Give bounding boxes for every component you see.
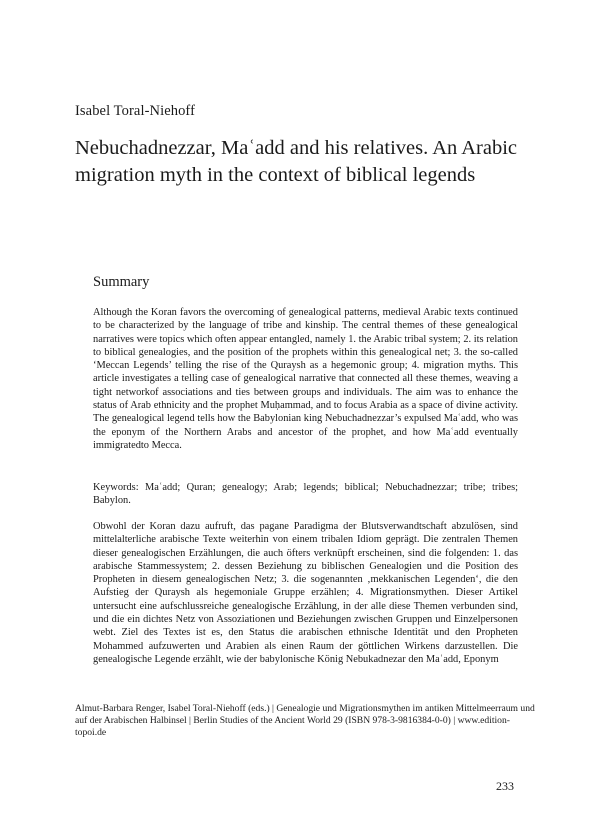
- article-title: Nebuchadnezzar, Maʿadd and his relatives. An Arabic migration myth in the context of biblical legends: [75, 137, 518, 186]
- publication-footnote: Almut-Barbara Renger, Isabel Toral-Niehoff (eds.) | Genealogie und Migrationsmythen im antiken Mittelmeerraum und auf der Arabischen Halbinsel | Berlin Studies of the Ancient World 29 (ISBN 978-3-9816384-0-0) | www.edition-topoi.de: [75, 703, 535, 738]
- abstract-english: Although the Koran favors the overcoming of genealogical patterns, medieval Arabic texts continued to be characterized by the language of tribe and kinship. The central themes of these genealogical narratives were topics which often appear entangled, namely 1. the Arabic tribal system; 2. its relation to biblical genealogies, and the position of the prophets within this genealogical net; 3. the so-called ‘Meccan Legends’ telling the rise of the Quraysh as a hegemonic group; 4. migration myths. This article investigates a telling case of genealogical narrative that connected all these themes, weaving a tight networkof associations and ties between groups and individuals. The aim was to enhance the status of Arab ethnicity and the prophet Muḥammad, and to focus Arabia as a space of divine activity. The genealogical legend tells how the Babylonian king Nebuchadnezzar’s expulsed Maʿadd, who was the eponym of the Northern Arabs and ancestor of the prophet, and how Maʿadd eventually immigratedto Mecca.: [93, 307, 518, 451]
- author-name: Isabel Toral-Niehoff: [75, 103, 196, 119]
- abstract-german: Obwohl der Koran dazu aufruft, das pagane Paradigma der Blutsverwandtschaft abzulösen, sind mittelalterliche arabische Texte weiterhin von einem tribalen Idiom geprägt. Die zentralen Themen dieser genealogischen Erzählungen, die auch öfters verknüpft erscheinen, sind die folgenden: 1. das arabische Stammessystem; 2. dessen Beziehung zu biblischen Genealogien und die Position des Propheten in diesem genealogischen Netz; 3. die sogenannten ‚mekkanischen Legenden‘, die den Aufstieg der Quraysh als hegemoniale Gruppe erzählen; 4. Migrationsmythen. Dieser Artikel untersucht eine aufschlussreiche genealogische Erzählung, in der alle diese Themen verbunden sind, und die ein dichtes Netz von Assoziationen und Beziehungen zwischen Gruppen und Einzelpersonen webt. Ziel des Textes ist es, den Status die arabischen ethnische Identität und den Propheten Mohammed aufzuwerten und Arabien als einen Raum der göttlichen Wirkens darzustellen. Die genealogische Legende erzählt, wie der babylonische König Nebukadnezar den Maʿadd, Eponym: [93, 521, 518, 665]
- page-number: 233: [496, 779, 514, 793]
- summary-heading: Summary: [93, 274, 150, 290]
- keywords: Keywords: Maʿadd; Quran; genealogy; Arab; legends; biblical; Nebuchadnezzar; tribe; tribes; Babylon.: [93, 482, 518, 507]
